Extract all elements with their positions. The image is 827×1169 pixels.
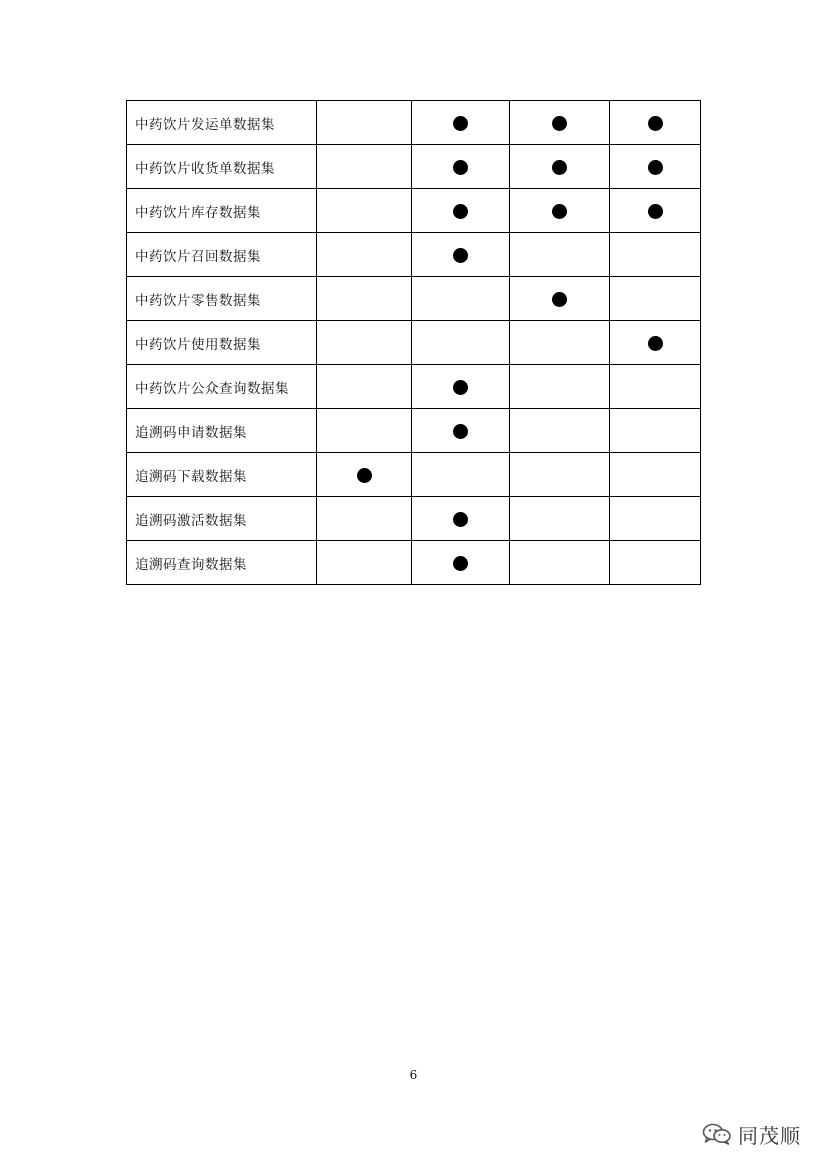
mark-cell [317,497,412,541]
mark-cell [412,277,510,321]
table-row [127,453,701,497]
mark-cell [412,189,510,233]
mark-cell [610,321,701,365]
dataset-name-cell: 中药饮片使用数据集 [127,321,317,365]
mark-cell [317,321,412,365]
table-body [127,101,701,585]
mark-cell [510,409,610,453]
dataset-name-cell: 中药饮片召回数据集 [127,233,317,277]
dataset-name-cell: 追溯码下载数据集 [127,453,317,497]
mark-cell [412,497,510,541]
dataset-name-cell: 追溯码申请数据集 [127,409,317,453]
dataset-name-cell: 追溯码查询数据集 [127,541,317,585]
mark-cell [510,497,610,541]
table-row [127,497,701,541]
filled-circle-icon [552,116,567,131]
mark-cell [412,541,510,585]
mark-cell [510,101,610,145]
mark-cell [510,145,610,189]
watermark-text: 同茂顺 [738,1123,801,1148]
table-row [127,277,701,321]
table-row [127,541,701,585]
mark-cell [412,453,510,497]
watermark [702,1120,801,1148]
filled-circle-icon [453,424,468,439]
mark-cell [510,453,610,497]
mark-cell [610,145,701,189]
filled-circle-icon [453,556,468,571]
mark-cell [317,233,412,277]
mark-cell [510,277,610,321]
wechat-logo-icon [702,1122,732,1146]
dataset-name-cell: 中药饮片库存数据集 [127,189,317,233]
mark-cell [610,277,701,321]
dataset-table [126,100,701,585]
table-row [127,101,701,145]
filled-circle-icon [453,116,468,131]
page-number: 6 [409,1068,418,1082]
mark-cell [412,145,510,189]
filled-circle-icon [648,204,663,219]
mark-cell [412,233,510,277]
table-row [127,365,701,409]
filled-circle-icon [552,292,567,307]
dataset-name-cell: 中药饮片发运单数据集 [127,101,317,145]
table-row [127,189,701,233]
mark-cell [510,233,610,277]
filled-circle-icon [453,380,468,395]
mark-cell [610,365,701,409]
table-row [127,409,701,453]
filled-circle-icon [552,204,567,219]
mark-cell [610,409,701,453]
filled-circle-icon [648,336,663,351]
dataset-name-cell: 追溯码激活数据集 [127,497,317,541]
mark-cell [317,409,412,453]
mark-cell [610,497,701,541]
dataset-name-cell: 中药饮片零售数据集 [127,277,317,321]
mark-cell [510,541,610,585]
mark-cell [317,541,412,585]
mark-cell [510,321,610,365]
table-row [127,233,701,277]
mark-cell [317,145,412,189]
filled-circle-icon [453,512,468,527]
filled-circle-icon [453,204,468,219]
mark-cell [610,541,701,585]
mark-cell [317,101,412,145]
dataset-name-cell: 中药饮片公众查询数据集 [127,365,317,409]
filled-circle-icon [648,160,663,175]
mark-cell [412,365,510,409]
table-row [127,145,701,189]
mark-cell [412,101,510,145]
filled-circle-icon [453,248,468,263]
mark-cell [610,101,701,145]
filled-circle-icon [357,468,372,483]
mark-cell [610,453,701,497]
mark-cell [510,365,610,409]
mark-cell [317,189,412,233]
mark-cell [317,453,412,497]
filled-circle-icon [648,116,663,131]
mark-cell [610,189,701,233]
mark-cell [412,321,510,365]
mark-cell [610,233,701,277]
mark-cell [317,277,412,321]
dataset-name-cell: 中药饮片收货单数据集 [127,145,317,189]
mark-cell [510,189,610,233]
filled-circle-icon [552,160,567,175]
table-row [127,321,701,365]
mark-cell [412,409,510,453]
filled-circle-icon [453,160,468,175]
mark-cell [317,365,412,409]
